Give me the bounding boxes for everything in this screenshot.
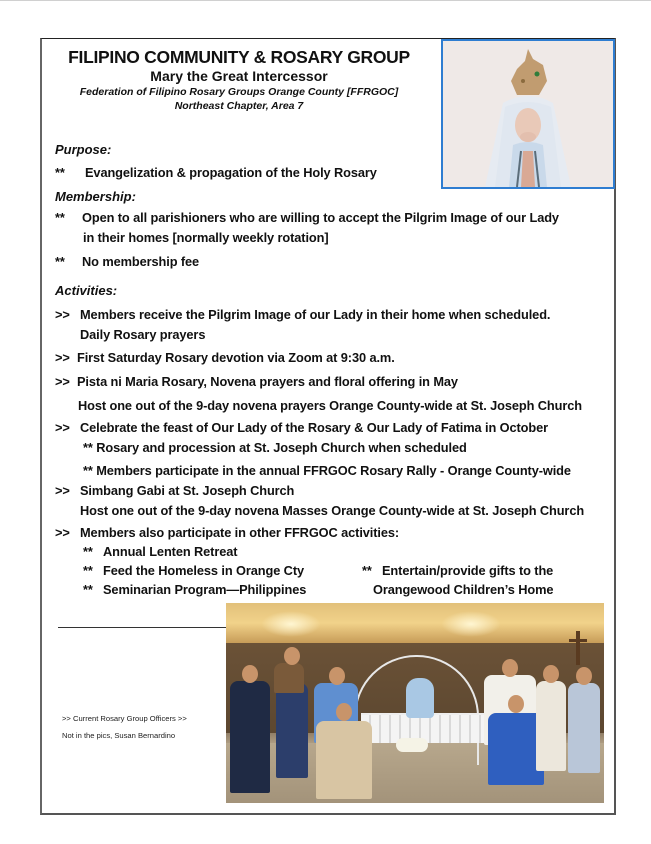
crucifix-bar <box>569 639 587 642</box>
membership-label: Membership: <box>55 189 136 204</box>
activity-continuation: Daily Rosary prayers <box>80 327 206 342</box>
activity-text: Celebrate the feast of Our Lady of the Rosary & Our Lady of Fatima in October <box>80 420 549 435</box>
membership-continuation: in their homes [normally weekly rotation] <box>83 230 329 245</box>
activity-subitem: ** Members participate in the annual FFRGOC Rosary Rally - Orange County-wide <box>83 463 571 478</box>
activity-subitem <box>83 582 306 597</box>
activity-subitem: Orangewood Children’s Home <box>373 582 554 597</box>
person-head <box>242 665 258 683</box>
federation-name: Federation of Filipino Rosary Groups Orange County [FFRGOC] <box>79 86 399 98</box>
activity-text: Members receive the Pilgrim Image of our Lady in their home when scheduled. <box>80 307 551 322</box>
arrow-bullet: >> <box>55 374 70 389</box>
chapter-name: Northeast Chapter, Area 7 <box>174 100 304 112</box>
ceiling-light <box>441 611 501 637</box>
bullet-marker: ** <box>55 254 65 269</box>
activity-item <box>55 350 395 365</box>
activity-subitem: ** Rosary and procession at St. Joseph Church when scheduled <box>83 440 467 455</box>
subitem-text: Feed the Homeless in Orange Cty <box>103 563 304 578</box>
top-rule <box>0 0 651 1</box>
membership-text: Open to all parishioners who are willing to accept the Pilgrim Image of our Lady <box>82 210 559 225</box>
membership-item <box>55 210 559 225</box>
person-head <box>502 659 518 677</box>
arrow-bullet: >> <box>55 350 70 365</box>
person-head <box>329 667 345 685</box>
subitem-text: Annual Lenten Retreat <box>103 544 238 559</box>
page-subtitle: Mary the Great Intercessor <box>150 68 328 84</box>
person-figure <box>316 721 372 799</box>
bullet-marker: ** <box>83 544 93 559</box>
crucifix-icon <box>576 631 580 665</box>
activity-item <box>55 374 458 389</box>
activity-item <box>55 420 548 435</box>
activity-subitem <box>83 563 304 578</box>
person-figure <box>568 683 600 773</box>
group-photo <box>226 603 604 803</box>
activity-continuation: Host one out of the 9-day novena Masses Orange County-wide at St. Joseph Church <box>80 503 585 518</box>
subitem-text: Seminarian Program—Philippines <box>103 582 307 597</box>
person-head <box>336 703 352 721</box>
person-head <box>284 647 300 665</box>
flyer-header <box>42 46 436 113</box>
membership-item <box>55 254 199 269</box>
activity-text: Pista ni Maria Rosary, Novena prayers and floral offering in May <box>77 374 458 389</box>
activities-label: Activities: <box>55 283 118 298</box>
activity-item <box>55 525 399 540</box>
arrow-bullet: >> <box>55 420 70 435</box>
subitem-text: Entertain/provide gifts to the <box>382 563 554 578</box>
photo-caption: >> Current Rosary Group Officers >> <box>62 714 187 723</box>
statue-photo <box>441 39 615 189</box>
bullet-marker: ** <box>83 563 93 578</box>
arrow-bullet: >> <box>55 483 70 498</box>
divider-line <box>58 627 228 628</box>
bullet-marker: ** <box>55 165 65 180</box>
activity-item <box>55 483 294 498</box>
membership-text: No membership fee <box>82 254 200 269</box>
activity-text: Simbang Gabi at St. Joseph Church <box>80 483 295 498</box>
bullet-marker: ** <box>83 582 93 597</box>
activity-item <box>55 307 550 322</box>
activity-text: First Saturday Rosary devotion via Zoom at 9:30 a.m. <box>77 350 395 365</box>
activity-text: Members also participate in other FFRGOC activities: <box>80 525 400 540</box>
page-title: FILIPINO COMMUNITY & ROSARY GROUP <box>68 47 410 67</box>
activity-subitem <box>83 544 237 559</box>
person-figure <box>274 663 304 693</box>
purpose-item <box>55 165 377 180</box>
statue-figure <box>406 678 434 718</box>
photo-note: Not in the pics, Susan Bernardino <box>62 731 176 740</box>
bullet-marker: ** <box>362 563 372 578</box>
person-head <box>508 695 524 713</box>
activity-subitem <box>362 563 553 578</box>
person-figure <box>276 683 308 778</box>
person-figure <box>230 681 270 793</box>
flower-vase <box>396 738 428 752</box>
bullet-marker: ** <box>55 210 65 225</box>
activity-continuation: Host one out of the 9-day novena prayers Orange County-wide at St. Joseph Church <box>78 398 582 413</box>
person-figure <box>536 681 566 771</box>
purpose-text: Evangelization & propagation of the Holy Rosary <box>85 165 377 180</box>
arrow-bullet: >> <box>55 307 70 322</box>
person-head <box>576 667 592 685</box>
person-head <box>543 665 559 683</box>
ceiling-light <box>261 611 321 637</box>
arrow-bullet: >> <box>55 525 70 540</box>
purpose-label: Purpose: <box>55 142 112 157</box>
statue-illustration <box>443 41 613 187</box>
